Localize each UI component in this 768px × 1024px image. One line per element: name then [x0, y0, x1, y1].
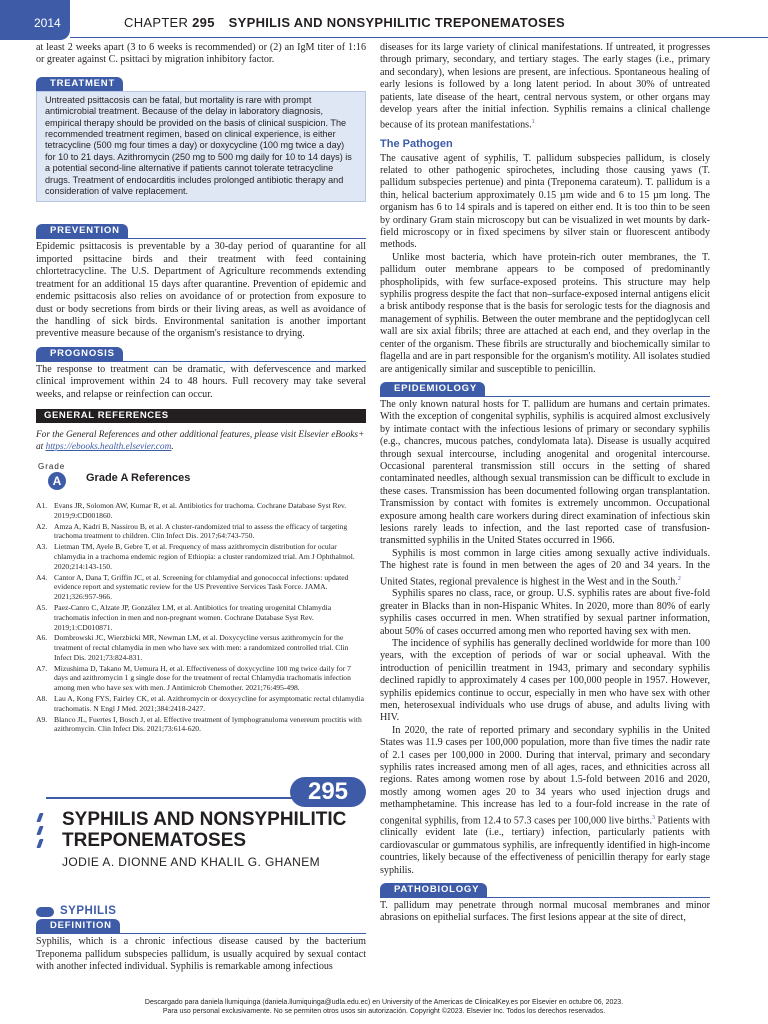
definition-heading: DEFINITION	[36, 919, 120, 933]
chapter-decoration-icon	[36, 813, 46, 853]
epidemiology-rule	[380, 396, 710, 397]
reference-text: Cantor A, Dana T, Griffin JC, et al. Screening for chlamydial and gonococcal infections: updated evidence report and systematic review for the US Preventive Services Task Force. JAMA. 2021;326:957-966.	[54, 572, 349, 602]
pathobiology-rule	[380, 897, 710, 898]
epidemiology-paragraph-5-text: In 2020, the rate of reported primary and secondary syphilis in the United States was 11.9 cases per 100,000 population, more than five times the nadir rate of 2.1 cases per 100,000 in 2000. During that interval, primary and secondary syphilis rates increased among men of all ages, races, and ethnicities across all regions. Rates among women rose by about 1.5-fold between 2016 and 2020, mostly among women ages 20 to 34 years who used injection drugs and methamphetamine. This increase has led to a four-fold increase in the rate of congenital syphilis, from 12.4 to 57.3 cases per 100,000 live births.	[380, 724, 710, 827]
right-column	[380, 42, 710, 925]
general-references-body: For the General References and other additional features, please visit Elsevier eBooks+ at	[36, 429, 365, 452]
general-references-heading: GENERAL REFERENCES	[36, 409, 366, 423]
prognosis-text: The response to treatment can be dramatic, with defervescence and marked clinical improvement within 24 to 48 hours. Full recovery may take several weeks, and relapse or reinfection can occur.	[36, 363, 366, 400]
chapter-heading	[62, 809, 366, 851]
epidemiology-heading: EPIDEMIOLOGY	[380, 382, 485, 396]
reference-label: A5.	[36, 602, 48, 612]
epidemiology-paragraph-3: Syphilis spares no class, race, or group. U.S. syphilis rates are about five-fold greater in Blacks than in non-Hispanic Whites. In 2020, more than 80% of early syphilis cases occurred in men. When stratified by sexual partner information, about 50% of cases occurred among men who reported having sex with men.	[380, 588, 710, 637]
reference-item	[36, 522, 366, 542]
prognosis-rule	[36, 361, 366, 362]
general-references-text	[36, 429, 366, 453]
intro-paragraph: at least 2 weeks apart (3 to 6 weeks is recommended) or (2) an IgM titer of 1:16 or greater against C. psittaci by migration inhibitory factor.	[36, 42, 366, 66]
reference-text: Dombrowski JC, Wierzbicki MR, Newman LM, et al. Doxycycline versus azithromycin for the treatment of rectal chlamydia in men who have sex with men: a randomized controlled trial. Clin Infect Dis. 2021;73:824-831.	[54, 633, 349, 662]
footer-line-1: Descargado para daniela llumiquinga (daniela.llumiquinga@udla.edu.ec) en University of the Americas de ClinicalKey.es por Elsevier en octubre 06, 2023.	[144, 999, 624, 1006]
chapter-title: SYPHILIS AND NONSYPHILITIC TREPONEMATOSES	[228, 15, 566, 30]
epidemiology-paragraph-5	[380, 725, 710, 877]
prevention-heading: PREVENTION	[36, 224, 128, 238]
general-references-period: .	[171, 441, 174, 452]
chapter-heading-line-2: TREPONEMATOSES	[62, 830, 247, 851]
epidemiology-paragraph-2	[380, 548, 710, 589]
pathogen-heading: The Pathogen	[380, 138, 453, 151]
reference-item	[36, 694, 366, 714]
general-references-section	[36, 409, 366, 453]
grade-a-badge	[36, 463, 80, 493]
grade-a-title: Grade A References	[86, 471, 191, 484]
prevention-text: Epidemic psittacosis is preventable by a 30-day period of quarantine for all imported psittacine birds and their treatment with feed containing chlortetracycline. The U.S. Department of Agriculture recommends extending treatment for an additional 15 days after quarantine. Prevention of epidemic and endemic psittacosis also relies on avoidance of or protection from exposure to dust or body secretions from birds or their living areas, as well as avoidance of the handling of sick birds. Environmental sanitation is another important preventive measure because of the organism's resistance to drying.	[36, 241, 366, 340]
reference-text: Amza A, Kadri B, Nassirou B, et al. A cluster-randomized trial to assess the efficacy of targeting trachoma treatment to children. Clin Infect Dis. 2017;64:743-750.	[54, 521, 348, 541]
definition-text: Syphilis, which is a chronic infectious disease caused by the bacterium Treponema pallidum subspecies pallidum, is usually acquired by sexual contact with another infected individual. Syphilis is remarkable among infectious	[36, 936, 366, 973]
reference-text: Mizushima D, Takano M, Uemura H, et al. Effectiveness of doxycycline 100 mg twice daily for 7 days and azithromycin 1 g single dose for the treatment of rectal Chlamydia trachomatis infection among men who have sex with men. J Antimicrob Chemother. 2021;76:495-498.	[54, 663, 351, 693]
running-header	[124, 15, 758, 30]
reference-text: Lietman TM, Ayele B, Gebre T, et al. Frequency of mass azithromycin distribution for ocular chlamydia in a trachoma endemic region of Ethiopia: a cluster randomized trial. Am J Ophthalmol. 2020;214:143-150.	[54, 542, 355, 571]
chapter-banner	[36, 777, 366, 887]
reference-item	[36, 603, 366, 632]
treatment-box: Untreated psittacosis can be fatal, but mortality is rare with prompt antimicrobial treatment. Because of the delay in laboratory diagnosis, empirical therapy should be provided on the basis of clinical suspicion. The recommended treatment regimen, based on clinical experience, is either tetracycline (500 mg four times a day) or doxycycline (100 mg twice a day) for 10 to 21 days. Azithromycin (250 mg to 500 mg daily for 10 to 14 days) is a potential second-line alternative if patients cannot tolerate tetracycline drugs. Treatment of endocarditis includes prolonged antibiotic therapy and consideration of valve replacement.	[36, 91, 366, 203]
pathobiology-section	[380, 883, 710, 925]
chapter-number-badge: 295	[290, 777, 366, 807]
reference-item	[36, 715, 366, 735]
chapter-label: CHAPTER	[124, 15, 189, 30]
grade-letter: A	[48, 472, 66, 490]
epidemiology-citation-3: 3	[651, 814, 655, 821]
pathogen-paragraph-1: The causative agent of syphilis, T. pallidum subspecies pallidum, is closely related to other pathogenic spirochetes, including those causing yaws (T. pallidum subspecies pertenue) and pinta (Treponema carateum). T. pallidum is a thin, helical bacterium approximately 0.15 µm wide and 6 to 15 µm long. The organism has 6 to 14 spirals and is tapered on either end. It is too thin to be seen by ordinary Gram stain microscopy but can be visualized in wet mounts by dark-field microscopy or in fixed specimens by silver stain or fluorescent antibody methods.	[380, 152, 710, 251]
section-pill-icon	[36, 907, 54, 917]
pathobiology-paragraph-1: T. pallidum may penetrate through normal mucosal membranes and minor abrasions on epithelial surfaces. The first lesions appear at the site of direct,	[380, 900, 710, 924]
reference-item	[36, 633, 366, 662]
chapter-banner-rule	[46, 797, 296, 799]
reference-label: A8.	[36, 694, 48, 704]
footer-line-2: Para uso personal exclusivamente. No se permiten otros usos sin autorización. Copyright ©2023. Elsevier Inc. Todos los derechos reservados.	[162, 1008, 606, 1015]
reference-text: Evans JR, Solomon AW, Kumar R, et al. Antibiotics for trachoma. Cochrane Database Syst Rev. 2019;9:CD001860.	[54, 500, 347, 520]
reference-list	[36, 501, 366, 734]
reference-label: A3.	[36, 542, 48, 552]
syphilis-heading: SYPHILIS	[60, 905, 117, 917]
right-intro-paragraph	[380, 42, 710, 132]
epidemiology-citation-2: 2	[677, 575, 681, 582]
grade-a-header	[36, 463, 366, 493]
right-intro-citation: 1	[531, 119, 535, 126]
reference-label: A1.	[36, 500, 48, 510]
reference-item	[36, 573, 366, 602]
page-number: 2014	[0, 0, 70, 40]
epidemiology-paragraph-5-tail: Patients with clinically evident late (i.e., tertiary) infection, particularly patients with cardiovascular or gummatous syphilis, are infrequently identified in high-income countries, likely because of the effectiveness of penicillin therapy for early stage syphilis.	[380, 815, 710, 876]
reference-text: Lau A, Kong FYS, Fairley CK, et al. Azithromycin or doxycycline for asymptomatic rectal chlamydia trachomatis. N Engl J Med. 2021;384:2418-2427.	[54, 694, 365, 713]
prognosis-section	[36, 347, 366, 401]
reference-label: A9.	[36, 714, 48, 724]
left-column	[36, 42, 366, 735]
reference-label: A4.	[36, 572, 48, 582]
chapter-authors: JODIE A. DIONNE AND KHALIL G. GHANEM	[62, 855, 321, 869]
prognosis-heading: PROGNOSIS	[36, 347, 123, 361]
reference-text: Paez-Canro C, Alzate JP, González LM, et al. Antibiotics for treating urogenital Chlamydia trachomatis infection in men and non-pregnant women. Cochrane Database Syst Rev. 2019;1:CD010871.	[54, 602, 332, 632]
reference-item	[36, 664, 366, 693]
prevention-rule	[36, 238, 366, 239]
pathobiology-heading: PATHOBIOLOGY	[380, 883, 487, 897]
epidemiology-paragraph-2-text: Syphilis is most common in large cities among sexually active individuals. The highest rate is found in men between the ages of 20 and 34 years. In the United States, regional prevalence is highest in the West and in the South.	[380, 547, 710, 587]
reference-item	[36, 501, 366, 521]
right-intro-text: diseases for its large variety of clinical manifestations. If untreated, it progresses through primary, secondary, and tertiary stages. The early stages (i.e., primary and secondary), when lesions are present, are infectious. Spontaneous healing of early lesions is followed by a long latent period. In about 30% of untreated patients, late disease of the heart, central nervous system, or other organs may develop years after the initial infection. Syphilis remains a clinical challenge because of its protean manifestations.	[380, 42, 710, 131]
reference-item	[36, 542, 366, 571]
epidemiology-section	[380, 382, 710, 877]
syphilis-heading-row	[36, 905, 366, 918]
epidemiology-paragraph-4: The incidence of syphilis has generally declined worldwide for more than 100 years, with the exception of periods of war or social upheaval. With the introduction of penicillin treatment in 1943, primary and secondary syphilis declined rapidly to approximately 4 cases per 100,000 people in 1957. However, syphilis epidemics continue to occur, especially in men who have sex with other men, heterosexual individuals who use drugs of abuse, and adults living with HIV.	[380, 638, 710, 724]
grade-arc-text: Grade	[38, 461, 66, 471]
chapter-number: 295	[192, 15, 215, 30]
syphilis-section	[36, 905, 366, 974]
prevention-section	[36, 224, 366, 340]
header-rule	[70, 37, 768, 38]
definition-rule	[36, 933, 366, 934]
download-footer	[0, 998, 768, 1016]
reference-label: A2.	[36, 521, 48, 531]
ebooks-link[interactable]: https://ebooks.health.elsevier.com	[45, 441, 172, 452]
epidemiology-paragraph-1: The only known natural hosts for T. pallidum are humans and certain primates. With the exception of congenital syphilis, syphilis is acquired almost exclusively by intimate contact with the infectious lesions of primary or secondary syphilis (e.g., chancres, mucous patches, condylomata lata). Disease is usually acquired through sexual intercourse, including anogenital and orogenital intercourse. Occasional parenteral transmission still occurs in the setting of shared contaminated needles, although sexual transmission can be difficult to exclude in these cases. Transmission has been documented following organ transplantation. Transmission by contact with fomites is extremely uncommon. Occupational exposure among health care workers during direct examination of infectious skin lesions rarely leads to infection, and the last reported case of transfusion-transmitted syphilis in the United States occurred in 1966.	[380, 398, 710, 547]
treatment-heading: TREATMENT	[36, 77, 123, 91]
reference-label: A6.	[36, 633, 48, 643]
reference-label: A7.	[36, 663, 48, 673]
chapter-heading-line-1: SYPHILIS AND NONSYPHILITIC	[62, 809, 347, 830]
pathogen-paragraph-2: Unlike most bacteria, which have protein-rich outer membranes, the T. pallidum outer membrane appears to be composed of predominantly phospholipids, with few surface-exposed proteins. This structure may help syphilis progress despite the fact that non–surface-exposed internal antigens elicit a brisk antibody response that is the basis for serologic tests for the diagnosis and management of syphilis. Between the outer membrane and the peptidoglycan cell wall are six axial fibrils; three are attached at each end, and they overlap in the center of the organism. These fibrils are structurally and biochemically similar to flagella and are in part responsible for the organism's motility. All isolates studied are antigenically similar and susceptible to penicillin.	[380, 251, 710, 375]
treatment-section	[36, 77, 366, 203]
reference-text: Blanco JL, Fuertes I, Bosch J, et al. Effective treatment of lymphogranuloma venereum proctitis with azithromycin. Clin Infect Dis. 2021;73:614-620.	[54, 714, 362, 734]
